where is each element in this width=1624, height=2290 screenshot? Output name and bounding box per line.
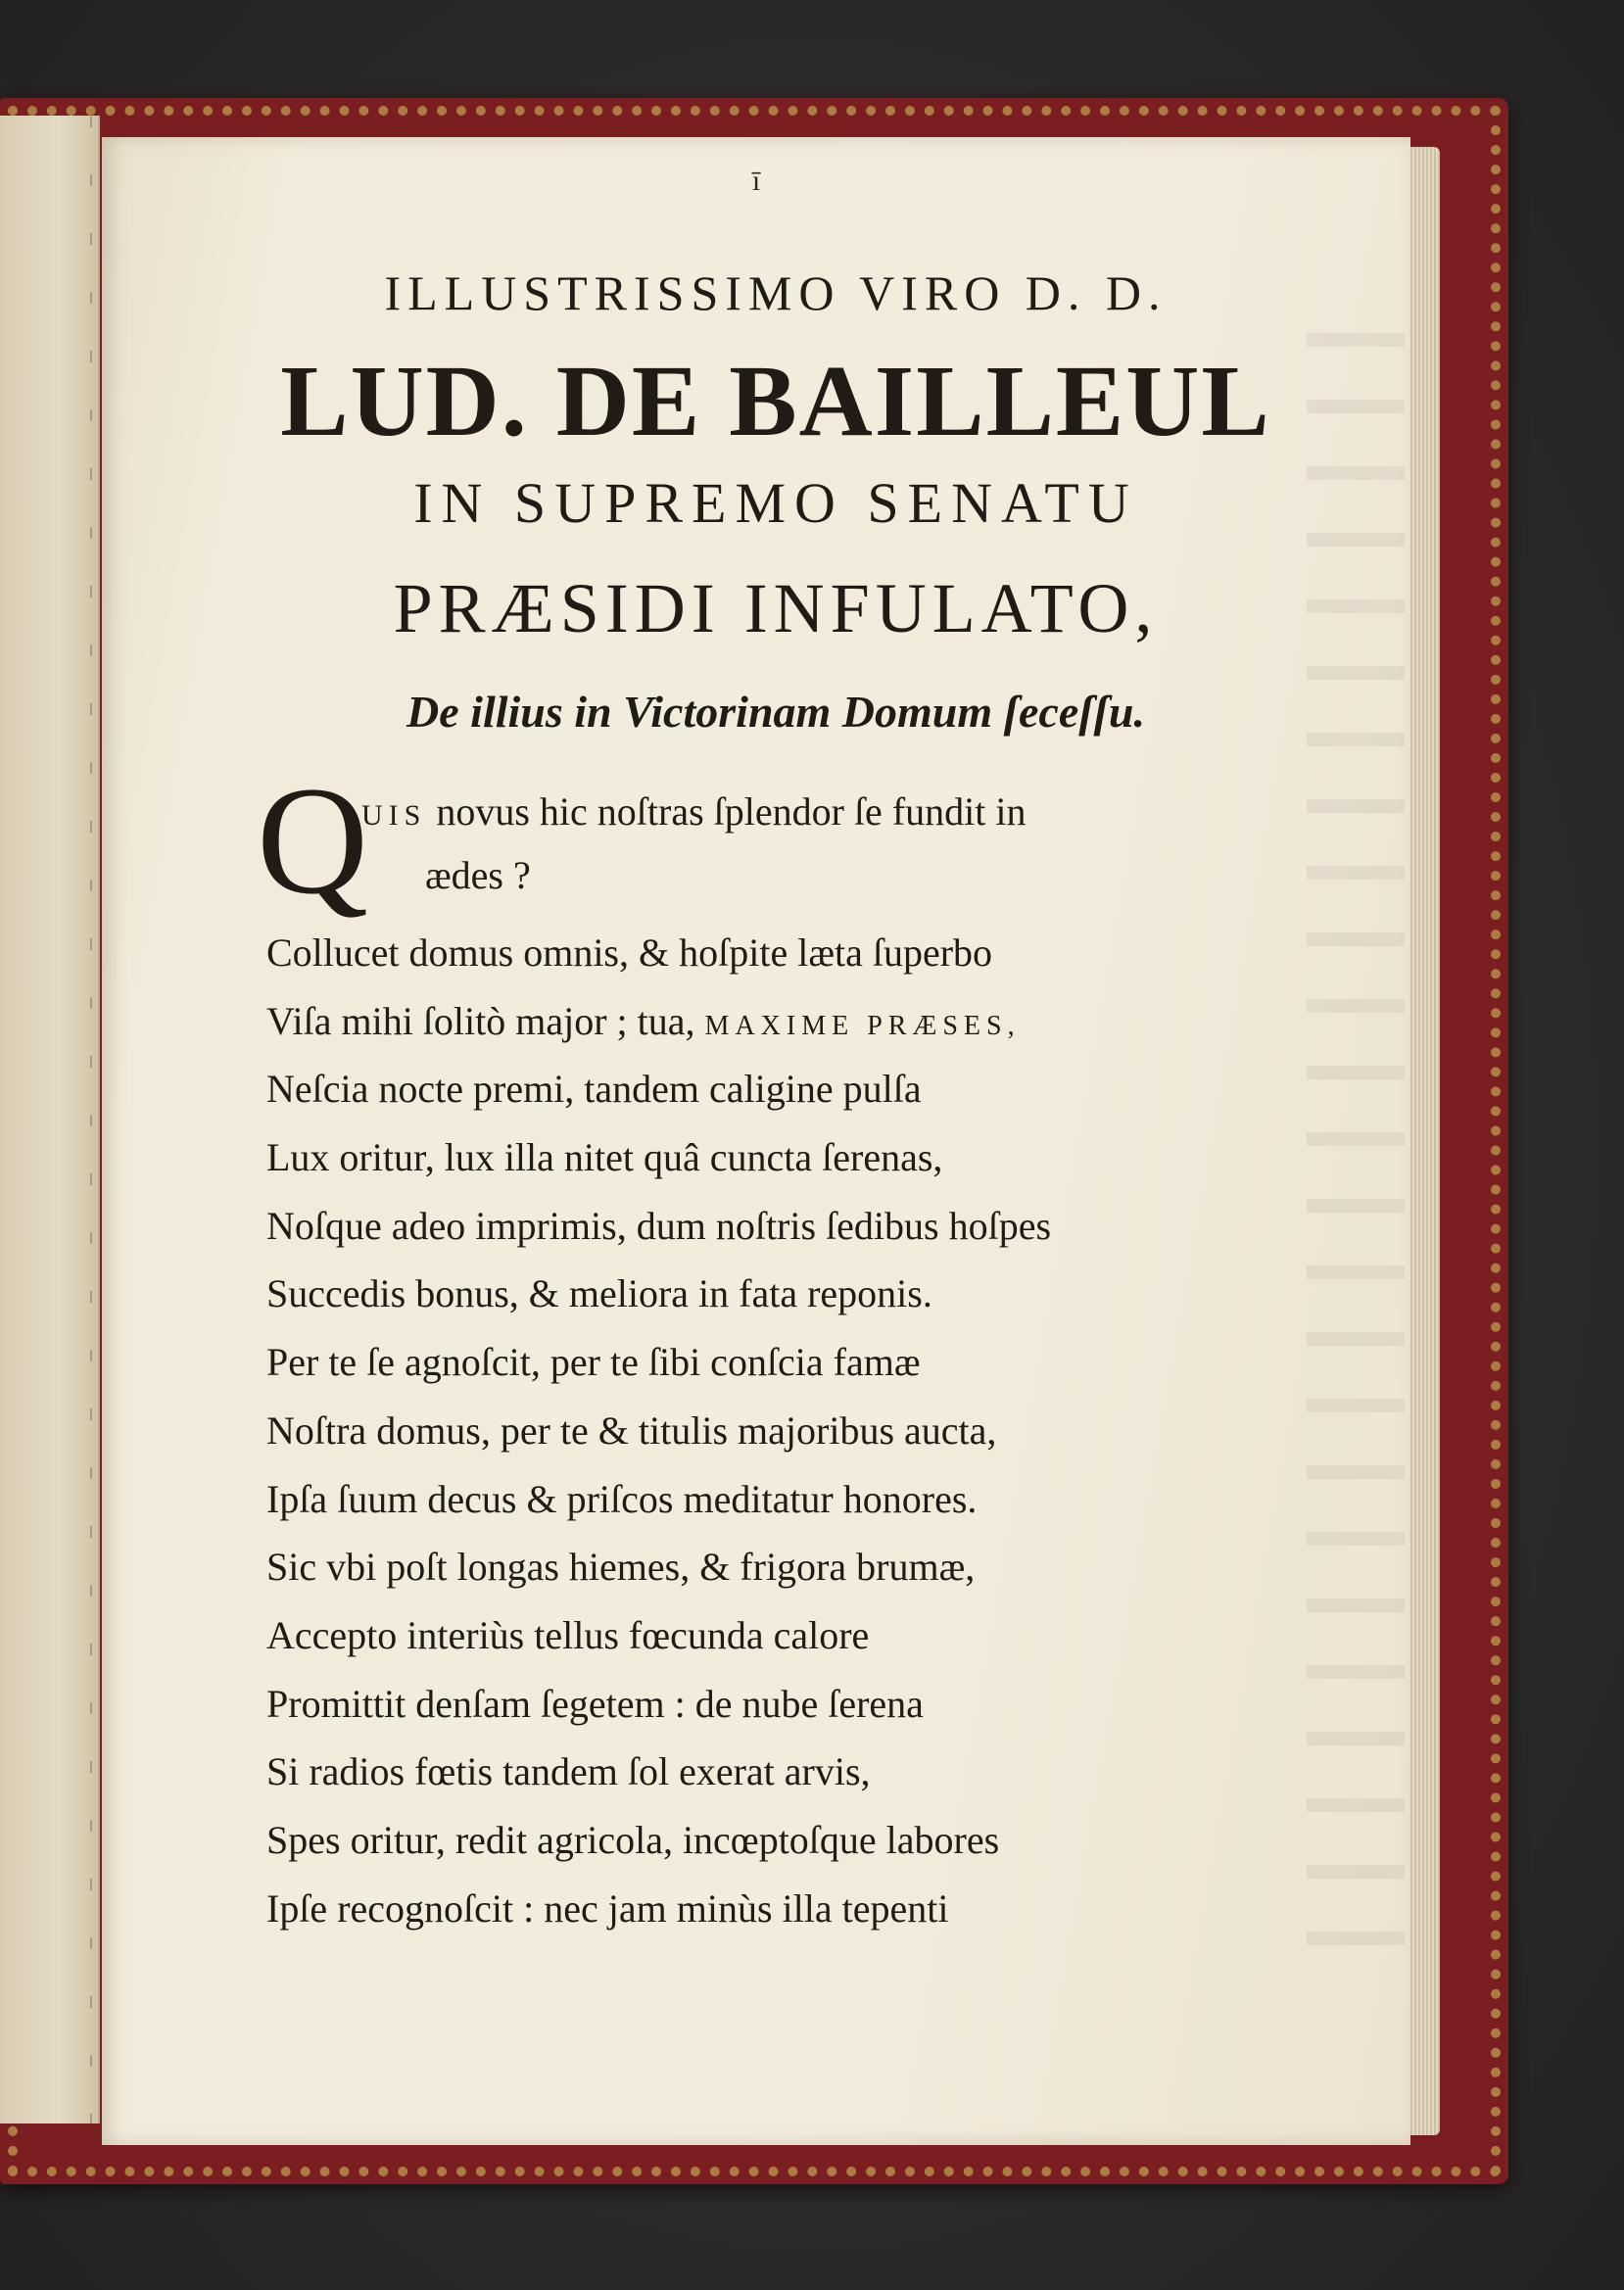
signature-mark: ī xyxy=(751,165,761,197)
dedication-line-1: ILLUSTRISSIMO VIRO D. D. xyxy=(384,265,1168,320)
verse-line: Lux oritur, lux illa nitet quâ cuncta ſerenas, xyxy=(266,1135,943,1180)
verse-line: Promittit denſam ſegetem : de nube ſerena xyxy=(266,1681,924,1726)
verse-line: Neſcia nocte premi, tandem caligine pulſa xyxy=(266,1067,922,1112)
verse-line: Noſtra domus, per te & titulis majoribus aucta, xyxy=(266,1407,997,1453)
verse-line: Ipſa ſuum decus & priſcos meditatur honores. xyxy=(266,1476,978,1521)
verse-line: Si radios fœtis tandem ſol exerat arvis, xyxy=(266,1749,871,1794)
drop-cap: Q xyxy=(257,755,369,927)
book-page xyxy=(102,137,1410,2145)
dedication-line-4: PRÆSIDI INFULATO, xyxy=(393,569,1159,647)
poem-subtitle: De illius in Victorinam Domum ſeceſſu. xyxy=(406,687,1145,737)
first-verse-continuation: ædes ? xyxy=(425,853,531,897)
verse-line: Per te ſe agnoſcit, per te ſibi conſcia famæ xyxy=(266,1340,921,1385)
dedication-line-2: LUD. DE BAILLEUL xyxy=(280,345,1271,457)
first-verse-line xyxy=(361,788,1026,835)
verse-line: Collucet domus omnis, & hoſpite læta ſuperbo xyxy=(266,930,993,975)
left-page-edge xyxy=(0,116,100,2123)
verse-line: Succedis bonus, & meliora in fata reponis. xyxy=(266,1271,932,1316)
first-verse-rest: novus hic noſtras ſplendor ſe fundit in xyxy=(426,789,1027,834)
verse-line: Noſque adeo imprimis, dum noſtris ſedibus hoſpes xyxy=(266,1203,1052,1248)
verse-caps: MAXIME PRÆSES, xyxy=(704,1010,1021,1041)
verse-line: Spes oritur, redit agricola, incœptoſque labores xyxy=(266,1817,1000,1862)
verse-list xyxy=(266,919,1324,1942)
verse-line: Accepto interiùs tellus fœcunda calore xyxy=(266,1612,870,1657)
verse-line: Sic vbi poſt longas hiemes, & frigora brumæ, xyxy=(266,1545,976,1590)
first-verse-caps: UIS xyxy=(361,799,427,832)
verse-text: Viſa mihi ſolitò major ; tua, xyxy=(266,998,705,1043)
dedication-line-3: IN SUPREMO SENATU xyxy=(413,471,1138,535)
verse-line: Ipſe recognoſcit : nec jam minùs illa tepenti xyxy=(266,1885,949,1931)
verse-line-with-caps xyxy=(266,987,1324,1056)
